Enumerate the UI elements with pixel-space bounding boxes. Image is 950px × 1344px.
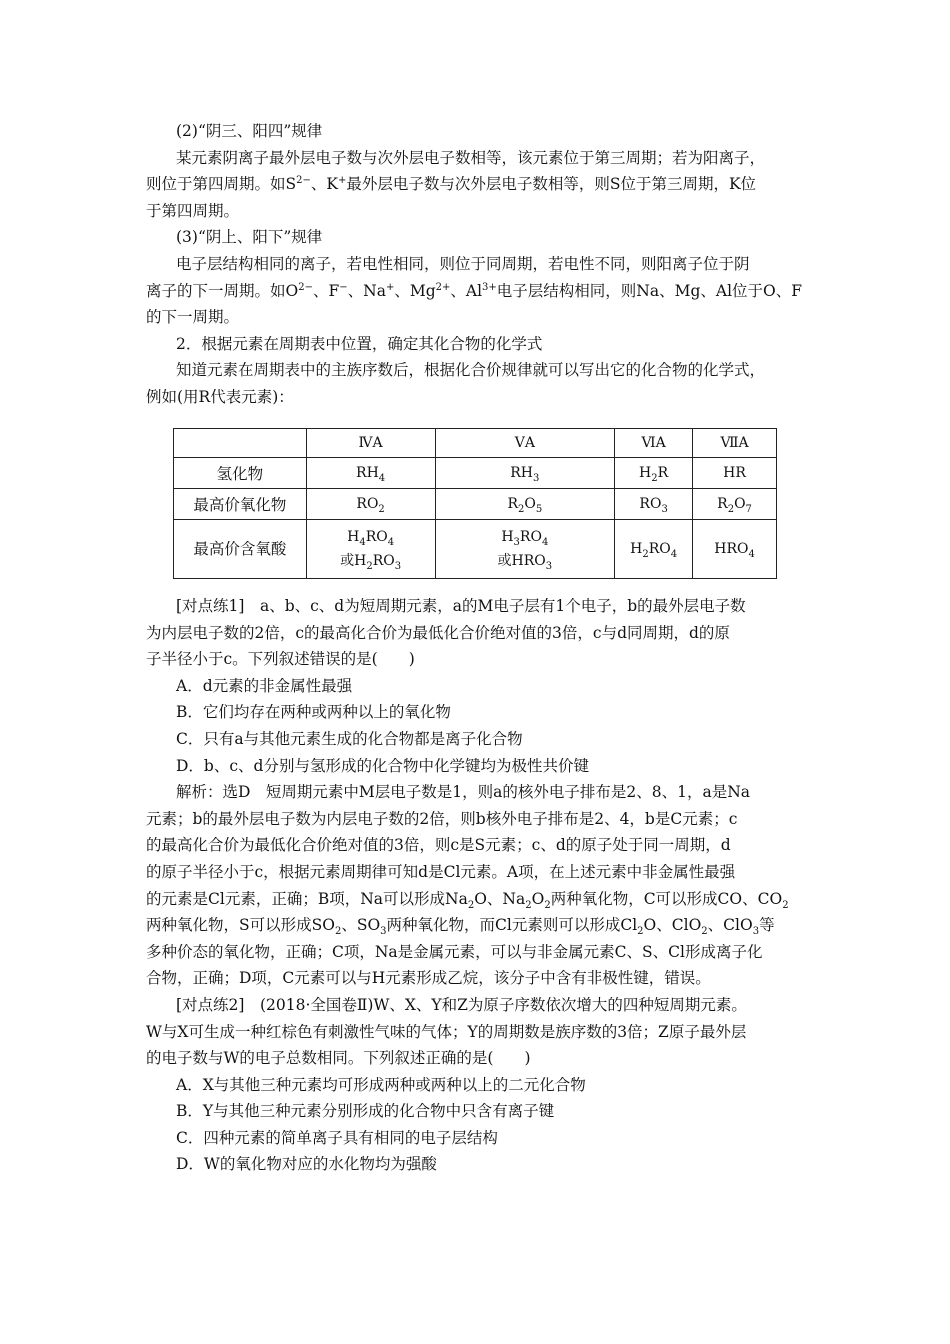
ex2-option-a: A．X与其他三种元素均可形成两种或两种以上的二元化合物	[176, 1075, 586, 1094]
ex1-solution-2: 元素；b的最外层电子数为内层电子数的2倍，则b核外电子排布是2、4，b是C元素；c	[146, 809, 738, 828]
cell-acid-4a: $H_4RO_4$ 或$H_2RO_3$	[306, 520, 435, 579]
section2-text-1: 知道元素在周期表中的主族序数后，根据化合价规律就可以写出它的化合物的化学式，	[176, 361, 766, 380]
header-group-4a: ⅣA	[306, 429, 435, 458]
cell-r2o7: $R_2O_7$	[693, 489, 777, 520]
ex2-option-b: B．Y与其他三种元素分别形成的化合物中只含有离子键	[176, 1102, 555, 1121]
table-row	[174, 429, 777, 458]
cell-rh3: $RH_3$	[435, 458, 615, 489]
ex1-question-2: 为内层电子数的2倍，c的最高化合价为最低化合价绝对值的3倍，c与d同周期，d的原	[146, 623, 730, 642]
table-corner	[174, 429, 307, 458]
cell-acid-7a: $HRO_4$	[693, 520, 777, 579]
table-row	[174, 458, 777, 489]
exercises-block	[146, 593, 802, 1178]
cell-hr: HR	[693, 458, 777, 489]
ex2-question-3: 的电子数与W的电子总数相同。下列叙述正确的是( )	[146, 1049, 531, 1068]
table-row	[174, 489, 777, 520]
row-label-oxide: 最高价氧化物	[174, 489, 307, 520]
rule4-text-1: 电子层结构相同的离子，若电性相同，则位于同周期，若电性不同，则阳离子位于阴	[176, 254, 750, 273]
cell-ro3: $RO_3$	[615, 489, 693, 520]
ex2-option-d: D．W的氧化物对应的水化物均为强酸	[176, 1155, 437, 1174]
ex1-solution-6: 两种氧化物，S可以形成$SO_2$、$SO_3$两种氧化物，而Cl元素则可以形成$Cl_2O$、ClO$_2$、ClO$_3$等	[146, 916, 775, 938]
ex2-question-1: [对点练2] (2018·全国卷Ⅱ)W、X、Y和Z为原子序数依次增大的四种短周期元素。	[176, 995, 747, 1014]
table-row	[174, 520, 777, 579]
row-label-hydride: 氢化物	[174, 458, 307, 489]
ex1-option-a: A．d元素的非金属性最强	[176, 676, 353, 695]
ex1-option-c: C．只有a与其他元素生成的化合物都是离子化合物	[176, 729, 523, 748]
ex1-solution-7: 多种价态的氧化物，正确；C项，Na是金属元素，可以与非金属元素C、S、Cl形成离子化	[146, 942, 763, 961]
header-group-6a: ⅥA	[615, 429, 693, 458]
cell-ro2: $RO_2$	[306, 489, 435, 520]
rules-block	[146, 118, 802, 411]
ex2-option-c: C．四种元素的简单离子具有相同的电子层结构	[176, 1128, 498, 1147]
ex1-solution-4: 的原子半径小于c，根据元素周期律可知d是Cl元素。A项，在上述元素中非金属性最强	[146, 862, 736, 881]
ex1-question-1: [对点练1] a、b、c、d为短周期元素，a的M电子层有1个电子，b的最外层电子数	[176, 597, 746, 615]
rule3-text-2: 则位于第四周期。如$S^{2-}$、K+最外层电子数与次外层电子数相等，则S位于第三周期，K位	[146, 175, 757, 194]
rule4-text-3: 的下一周期。	[146, 308, 240, 327]
rule3-text-1: 某元素阴离子最外层电子数与次外层电子数相等，该元素位于第三周期；若为阳离子，	[176, 148, 766, 167]
rule3-text-3: 于第四周期。	[146, 201, 240, 220]
ex2-question-2: W与X可生成一种红棕色有刺激性气味的气体；Y的周期数是族序数的3倍；Z原子最外层	[146, 1022, 747, 1041]
cell-r2o5: $R_2O_5$	[435, 489, 615, 520]
section2-title: 2．根据元素在周期表中位置，确定其化合物的化学式	[176, 334, 543, 353]
cell-acid-6a: $H_2RO_4$	[615, 520, 693, 579]
header-group-7a: ⅦA	[693, 429, 777, 458]
row-label-acid: 最高价含氧酸	[174, 520, 307, 579]
header-group-5a: ⅤA	[435, 429, 615, 458]
ex1-solution-3: 的最高化合价为最低化合价绝对值的3倍，则c是S元素；c、d的原子处于同一周期，d	[146, 836, 731, 855]
ex1-solution-8: 合物，正确；D项，C元素可以与H元素形成乙烷，该分子中含有非极性键，错误。	[146, 969, 711, 988]
section2-text-2: 例如(用R代表元素)：	[146, 387, 294, 406]
rule4-text-2: 离子的下一周期。如$O^{2-}$、F−、Na+、$Mg^{2+}$、$Al^{3+}$电子层结构相同，则Na、Mg、Al位于O、F	[146, 281, 802, 300]
ex1-question-3: 子半径小于c。下列叙述错误的是( )	[146, 650, 415, 669]
ex1-option-d: D．b、c、d分别与氢形成的化合物中化学键均为极性共价键	[176, 756, 589, 775]
rule4-title: (3)“阴上、阳下”规律	[176, 228, 323, 247]
ex1-solution-1: 解析：选D 短周期元素中M层电子数是1，则a的核外电子排布是2、8、1，a是Na	[176, 783, 751, 802]
cell-acid-5a: $H_3RO_4$ 或$HRO_3$	[435, 520, 615, 579]
formula-table	[173, 428, 777, 579]
cell-rh4: $RH_4$	[306, 458, 435, 489]
ex1-solution-5: 的元素是Cl元素，正确；B项，Na可以形成$Na_2O$、$Na_2O_2$两种氧化物，C可以形成CO、$CO_2$	[146, 889, 789, 911]
rule3-title: (2)“阴三、阳四”规律	[176, 122, 323, 140]
cell-h2r: $H_2R$	[615, 458, 693, 489]
ex1-option-b: B．它们均存在两种或两种以上的氧化物	[176, 703, 451, 722]
